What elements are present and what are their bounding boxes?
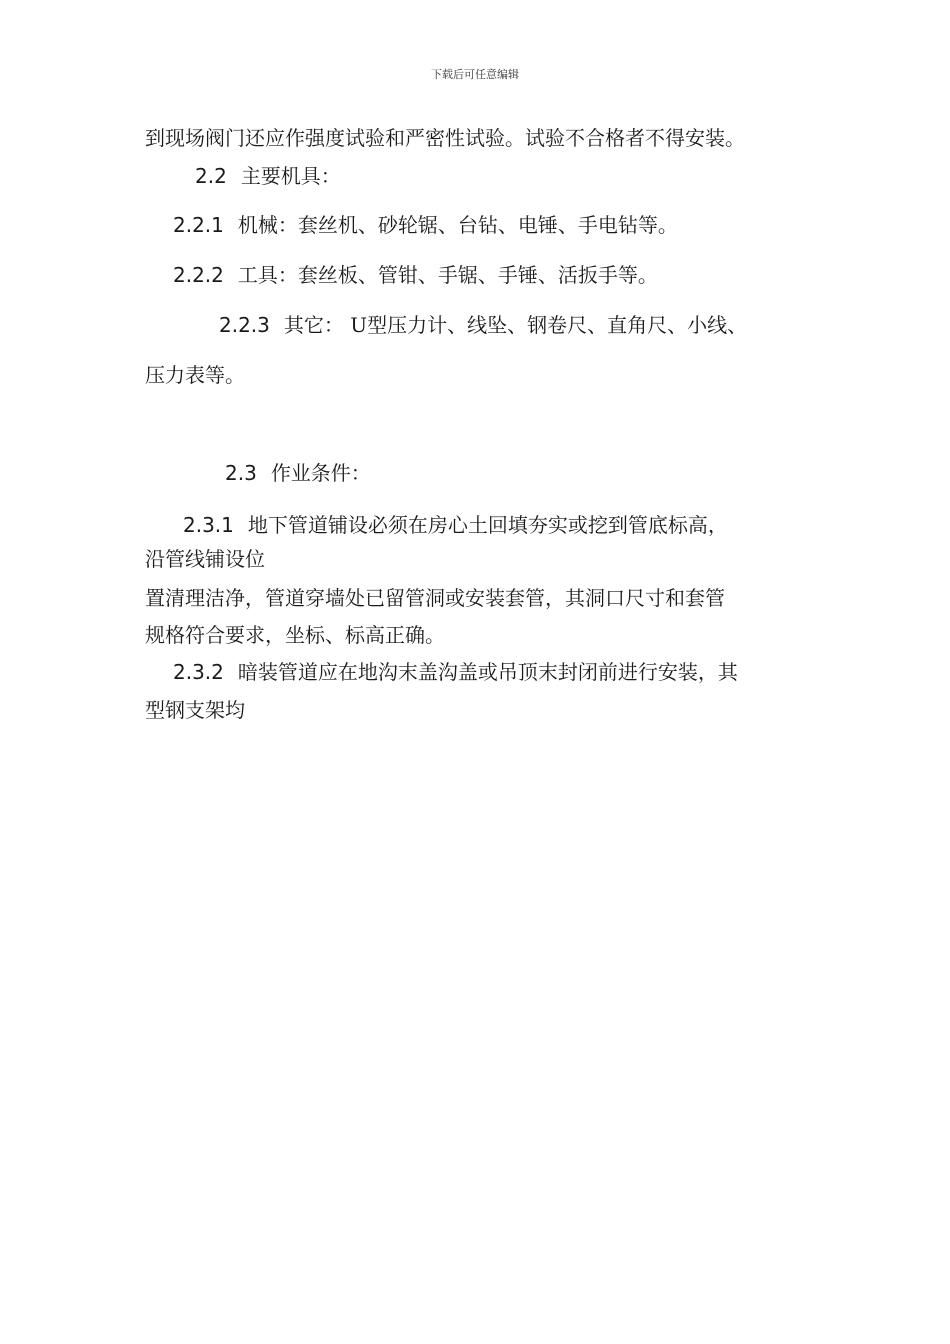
item-text: 规格符合要求，坐标、标高正确。 [145, 623, 445, 647]
item-text: 型钢支架均 [145, 698, 245, 722]
item-2-3-1-continued-3 [145, 622, 445, 648]
item-text: 沿管线铺设位 [145, 547, 265, 571]
item-text: 其它： U型压力计、线坠、钢卷尺、直角尺、小线、 [283, 313, 748, 337]
section-number: 2.2 [195, 164, 227, 188]
item-2-2-3 [219, 312, 747, 338]
item-number: 2.2.3 [219, 313, 270, 337]
item-text: 机械：套丝机、砂轮锯、台钻、电锤、手电钻等。 [237, 213, 678, 237]
item-text: 置清理洁净，管道穿墙处已留管洞或安装套管，其洞口尺寸和套管 [145, 586, 725, 610]
item-number: 2.2.1 [173, 213, 224, 237]
section-title: 主要机具： [240, 164, 341, 188]
section-heading-2-3 [225, 460, 371, 486]
section-number: 2.3 [225, 461, 257, 485]
item-2-3-1-continued-2 [145, 585, 725, 611]
item-text: 暗装管道应在地沟末盖沟盖或吊顶末封闭前进行安装，其 [237, 660, 738, 684]
item-number: 2.3.1 [183, 513, 234, 537]
item-number: 2.2.2 [173, 263, 224, 287]
item-2-3-2-continued [145, 697, 245, 723]
item-number: 2.3.2 [173, 660, 224, 684]
item-2-2-1 [173, 212, 678, 238]
item-2-2-3-continued [145, 362, 245, 388]
section-heading-2-2 [195, 163, 341, 189]
body-text: 到现场阀门还应作强度试验和严密性试验。试验不合格者不得安装。 [145, 126, 745, 150]
item-text: 工具：套丝板、管钳、手锯、手锤、活扳手等。 [237, 263, 658, 287]
item-2-3-1 [183, 512, 728, 538]
item-text: 压力表等。 [145, 363, 245, 387]
body-line-1 [145, 125, 745, 151]
page-header: 下载后可任意编辑 [431, 68, 519, 81]
section-title: 作业条件： [270, 461, 371, 485]
item-2-2-2 [173, 262, 658, 288]
item-2-3-2 [173, 659, 738, 685]
item-text: 地下管道铺设必须在房心土回填夯实或挖到管底标高， [247, 513, 728, 537]
item-2-3-1-continued-1 [145, 546, 265, 572]
